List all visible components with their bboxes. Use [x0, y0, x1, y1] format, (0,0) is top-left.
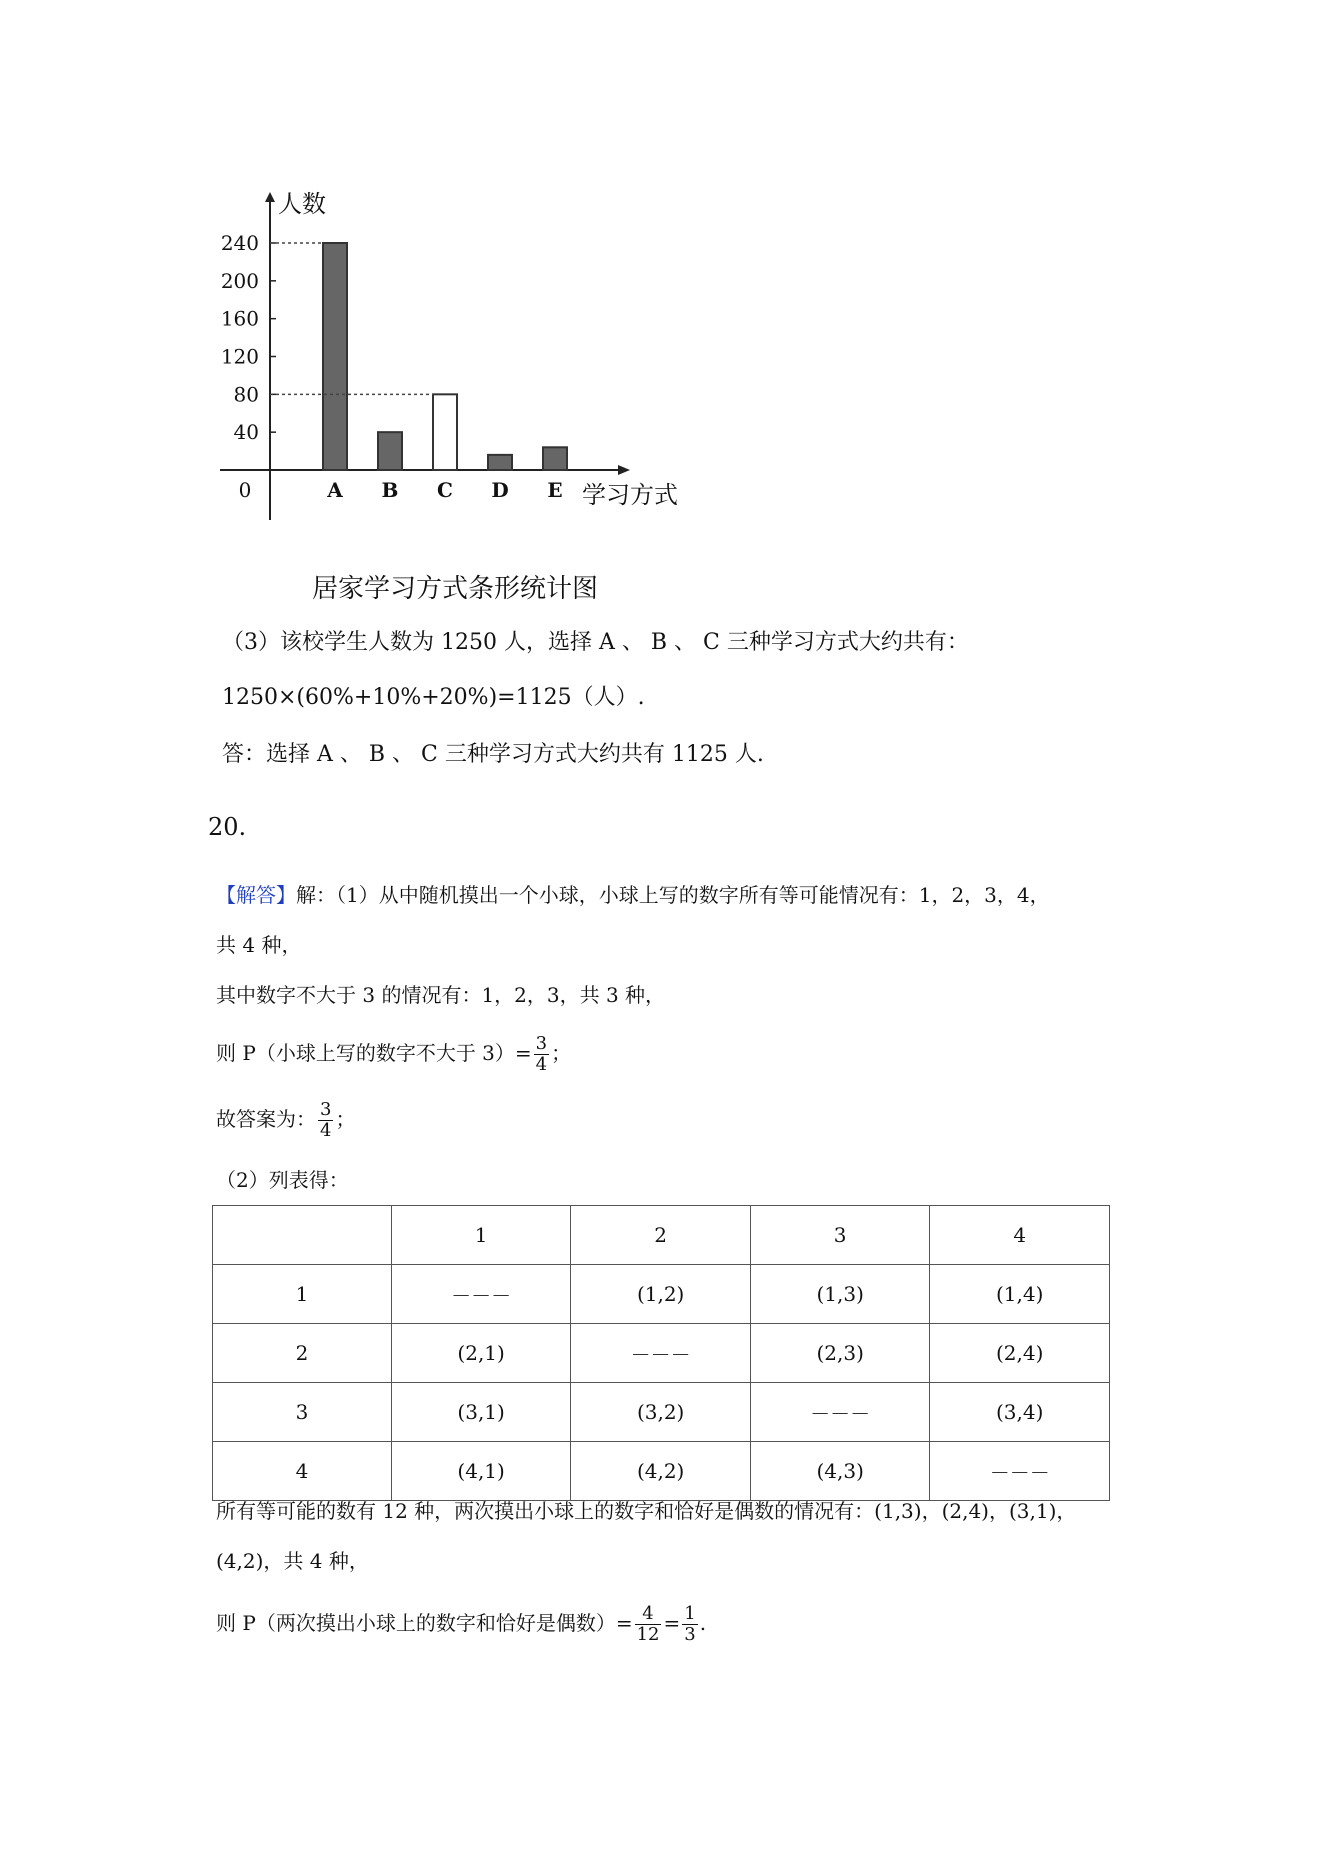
answer-tag: 【解答】	[216, 883, 296, 907]
q20-line9-pre: 则 P（两次摸出小球上的数字和恰好是偶数）=	[216, 1611, 633, 1635]
table-cell: －－－	[571, 1324, 751, 1383]
table-cell	[213, 1206, 392, 1265]
table-cell: (2,3)	[750, 1324, 930, 1383]
table-header-row	[213, 1206, 1110, 1265]
q20-line2: 共 4 种，	[216, 933, 302, 957]
table-row	[213, 1383, 1110, 1442]
y-tick-label: 120	[220, 344, 259, 369]
fraction-denominator: 3	[684, 1624, 696, 1645]
table-row	[213, 1324, 1110, 1383]
q20-line4	[216, 1034, 571, 1075]
table-row	[213, 1442, 1110, 1501]
fraction-numerator: 3	[535, 1033, 548, 1054]
y-axis-label: 人数	[278, 190, 326, 218]
fraction-numerator: 3	[320, 1099, 332, 1120]
outcome-table	[212, 1205, 1110, 1501]
bar-A	[323, 243, 347, 470]
table-cell: 1	[213, 1265, 392, 1324]
table-cell: (1,3)	[750, 1265, 930, 1324]
part3-line1: （3）该校学生人数为 1250 人，选择 A 、 B 、 C 三种学习方式大约共有：	[222, 630, 969, 655]
table-cell: (4,1)	[391, 1442, 571, 1501]
fraction-denominator: 4	[535, 1054, 548, 1075]
table-cell: 3	[750, 1206, 930, 1265]
chart-title: 居家学习方式条形统计图	[312, 574, 599, 604]
q20-line7: 所有等可能的数有 12 种，两次摸出小球上的数字和恰好是偶数的情况有：(1,3)，(2,4)，(3,1)，	[216, 1499, 1077, 1523]
fraction-numerator: 4	[635, 1604, 662, 1625]
q20-line5-post: ；	[335, 1107, 356, 1131]
table-cell: －－－	[930, 1442, 1110, 1501]
x-tick-label: D	[491, 478, 509, 502]
part3-line3: 答：选择 A 、 B 、 C 三种学习方式大约共有 1125 人.	[222, 742, 764, 767]
fraction-3-4-answer	[318, 1100, 333, 1141]
q20-line9-post: .	[699, 1611, 707, 1635]
question-number: 20.	[208, 813, 247, 841]
x-tick-label: E	[547, 478, 563, 502]
x-tick-label: C	[437, 478, 453, 502]
table-cell: (1,4)	[930, 1265, 1110, 1324]
x-axis-label: 学习方式	[582, 481, 678, 509]
q20-line1	[216, 880, 1050, 910]
q20-line9	[216, 1604, 706, 1645]
y-tick-label: 200	[220, 268, 259, 293]
bar-chart	[0, 0, 1323, 620]
q20-line8: (4,2)，共 4 种，	[216, 1549, 369, 1573]
y-tick-label: 80	[233, 382, 259, 407]
part3-line2: 1250×(60%+10%+20%)=1125（人）.	[222, 685, 645, 710]
table-cell: (4,3)	[750, 1442, 930, 1501]
bar-D	[488, 455, 512, 470]
q20-line6: （2）列表得：	[216, 1168, 349, 1192]
table-row	[213, 1265, 1110, 1324]
table-cell: 2	[213, 1324, 392, 1383]
fraction-numerator: 1	[684, 1603, 696, 1624]
table-cell: (2,4)	[930, 1324, 1110, 1383]
fraction-denominator: 12	[636, 1624, 660, 1645]
origin-label: 0	[238, 478, 252, 502]
q20-line1-text: 解：（1）从中随机摸出一个小球，小球上写的数字所有等可能情况有：1，2，3，4，	[296, 883, 1050, 907]
table-cell: (1,2)	[571, 1265, 751, 1324]
table-cell: (2,1)	[391, 1324, 571, 1383]
y-tick-label: 160	[220, 306, 259, 331]
y-tick-label: 40	[233, 420, 259, 445]
fraction-4-12	[635, 1604, 662, 1645]
bar-E	[543, 447, 567, 470]
table-cell: －－－	[391, 1265, 571, 1324]
q20-line3: 其中数字不大于 3 的情况有：1，2，3，共 3 种，	[216, 983, 666, 1007]
table-cell: (3,1)	[391, 1383, 571, 1442]
table-cell: 2	[571, 1206, 751, 1265]
fraction-1-3	[682, 1604, 697, 1645]
fraction-denominator: 4	[320, 1120, 332, 1141]
table-cell: 1	[391, 1206, 571, 1265]
table-cell: 4	[213, 1442, 392, 1501]
q20-line4-post: ；	[551, 1041, 572, 1065]
table-cell: (3,4)	[930, 1383, 1110, 1442]
q20-line5-pre: 故答案为：	[216, 1107, 316, 1131]
x-axis-arrow	[618, 465, 630, 475]
table-cell: 4	[930, 1206, 1110, 1265]
x-tick-label: B	[381, 478, 399, 502]
table-cell: －－－	[750, 1383, 930, 1442]
q20-line4-pre: 则 P（小球上写的数字不大于 3）=	[216, 1041, 532, 1065]
chart-bars	[323, 243, 567, 502]
table-cell: (3,2)	[571, 1383, 751, 1442]
y-axis-arrow	[265, 192, 275, 202]
q20-line5	[216, 1100, 355, 1141]
fraction-3-4	[534, 1034, 549, 1075]
equals-sign: =	[663, 1611, 681, 1635]
x-tick-label: A	[327, 478, 343, 502]
table-cell: (4,2)	[571, 1442, 751, 1501]
bar-B	[378, 432, 402, 470]
table-cell: 3	[213, 1383, 392, 1442]
y-tick-label: 240	[220, 231, 259, 255]
bar-C	[433, 394, 457, 470]
